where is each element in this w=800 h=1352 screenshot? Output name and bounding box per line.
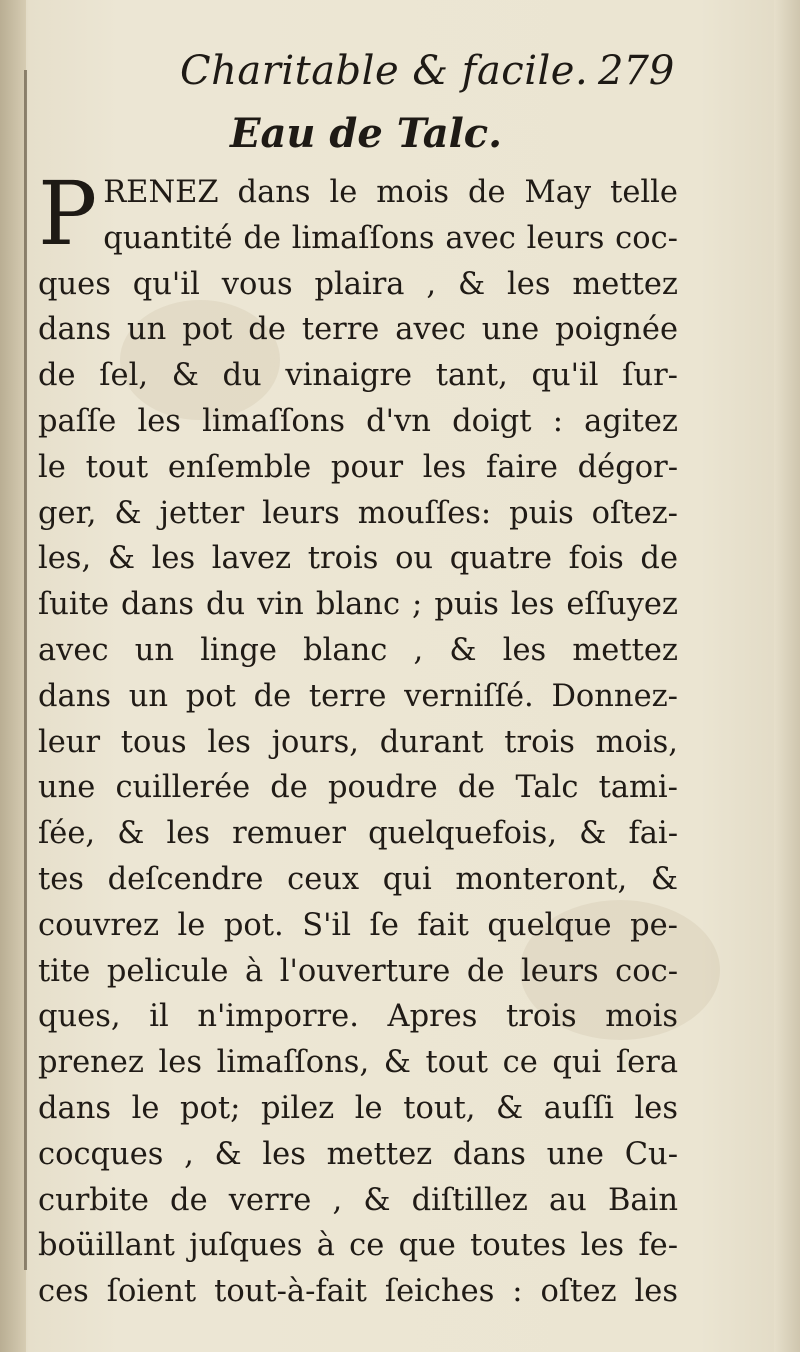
recipe-paragraph xyxy=(38,162,678,1315)
text-line: tes deſcendre ceux qui monteront, & xyxy=(38,861,678,897)
text-line: ques qu'il vous plaira , & les mettez xyxy=(38,266,678,302)
text-line: avec un linge blanc , & les mettez xyxy=(38,632,678,668)
text-line: RENEZ dans le mois de May telle xyxy=(103,175,678,210)
text-line: dans un pot de terre avec une poignée xyxy=(38,312,678,348)
text-line: ger, & jetter leurs mouſſes: puis oſtez- xyxy=(38,495,678,531)
text-line: le tout enſemble pour les faire dégor- xyxy=(38,449,678,485)
text-line: prenez les limaſſons, & tout ce qui ſera xyxy=(38,1045,678,1081)
section-title: Eau de Talc. xyxy=(230,110,503,157)
text-line: paſſe les limaſſons d'vn doigt : agitez xyxy=(38,403,678,439)
text-line: les, & les lavez trois ou quatre fois de xyxy=(38,541,678,577)
text-line: ces ſoient tout-à-fait ſeiches : oſtez les xyxy=(38,1274,678,1310)
text-line: couvrez le pot. S'il ſe fait quelque pe- xyxy=(38,907,678,943)
text-line: dans un pot de terre verniſſé. Donnez- xyxy=(38,678,678,714)
text-line: ſuite dans du vin blanc ; puis les eſſuyez xyxy=(38,587,678,623)
text-line: de ſel, & du vinaigre tant, qu'il ſur- xyxy=(38,358,678,394)
text-line: leur tous les jours, durant trois mois, xyxy=(38,724,678,760)
drop-cap: P xyxy=(38,162,98,265)
text-line: tite pelicule à l'ouverture de leurs coc- xyxy=(38,953,678,989)
running-title: Charitable & facile. xyxy=(180,48,589,94)
text-line: une cuillerée de poudre de Talc tami- xyxy=(38,770,678,806)
text-line: dans le pot; pilez le tout, & auſſi les xyxy=(38,1090,678,1126)
text-line: cocques , & les mettez dans une Cu- xyxy=(38,1136,678,1172)
text-line: ques, il n'imporre. Apres trois mois xyxy=(38,999,678,1035)
text-line: boüillant juſques à ce que toutes les fe- xyxy=(38,1228,678,1264)
text-line: quantité de limaſſons avec leurs coc- xyxy=(103,220,678,256)
text-line: curbite de verre , & diſtillez au Bain xyxy=(38,1182,678,1218)
binding-edge xyxy=(24,70,27,1270)
page-header xyxy=(0,42,800,102)
page-number: 279 xyxy=(598,48,675,94)
page-right-edge xyxy=(774,0,800,1352)
text-line: ſée, & les remuer quelquefois, & fai- xyxy=(38,816,678,852)
page-gutter xyxy=(0,0,26,1352)
